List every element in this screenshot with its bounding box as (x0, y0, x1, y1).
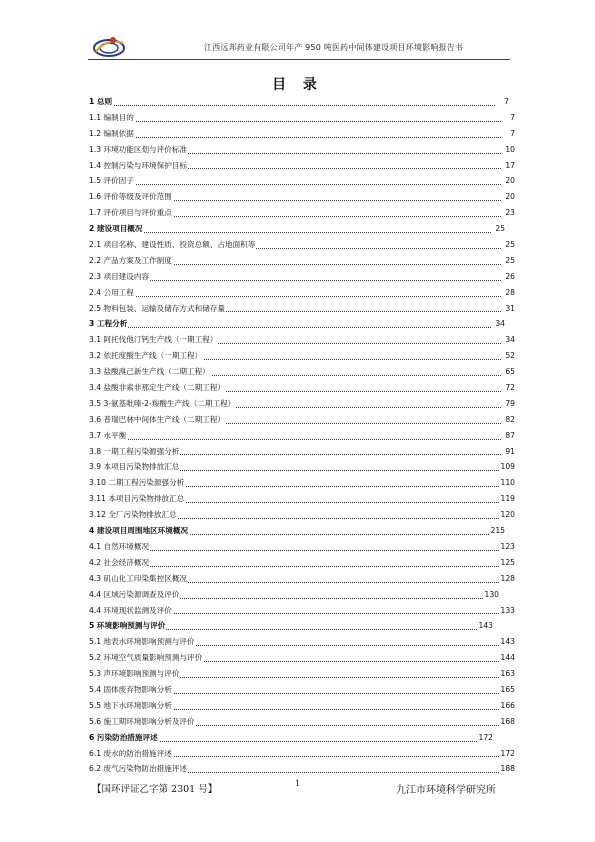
toc-entry[interactable] (89, 666, 515, 682)
company-logo-icon (92, 34, 126, 60)
toc-entry-label: 3.10 二期工程污染源强分析 (89, 475, 185, 491)
toc-entry[interactable] (89, 444, 515, 460)
toc-entry[interactable] (89, 126, 515, 142)
toc-entry[interactable] (89, 587, 515, 603)
toc-entry-label: 3.9 本项目污染物排放汇总 (89, 459, 180, 475)
toc-entry-label: 3.6 普瑞巴林中间体生产线（二期工程） (89, 412, 226, 428)
toc-entry-label: 1.2 编制依据 (89, 126, 135, 142)
toc-entry-label: 4.1 自然环境概况 (89, 539, 150, 555)
toc-entry-label: 5.4 固体废弃物影响分析 (89, 682, 173, 698)
toc-entry-label: 3.3 盐酸溴己新生产线（二期工程） (89, 364, 211, 380)
toc-entry[interactable] (89, 221, 515, 237)
toc-entry-label: 1.7 评价项目与评价重点 (89, 205, 173, 221)
toc-entry-page: 10 (504, 142, 515, 158)
toc-entry-page: 165 (500, 682, 516, 698)
toc-leader-dots (89, 439, 501, 440)
toc-entry-label: 5.5 地下水环境影响分析 (89, 698, 173, 714)
toc-entry-label: 2.1 项目名称、建设性质、投资总额、占地面积等 (89, 237, 256, 253)
toc-leader-dots (89, 105, 495, 106)
toc-entry-label: 4.4 区域污染源调查及评价 (89, 587, 180, 603)
toc-entry-label: 1.1 编制目的 (89, 110, 135, 126)
toc-leader-dots (89, 137, 501, 138)
toc-entry-label: 2.2 产品方案及工作制度 (89, 253, 173, 269)
toc-entry-label: 6.1 废水的防治措施评述 (89, 746, 173, 762)
toc-entry-page: 172 (478, 730, 494, 746)
toc-entry-page: 130 (484, 587, 500, 603)
toc-entry[interactable] (89, 380, 515, 396)
toc-entry[interactable] (89, 746, 515, 762)
toc-entry[interactable] (89, 189, 515, 205)
toc-leader-dots (89, 184, 501, 185)
toc-entry[interactable] (89, 603, 515, 619)
toc-entry-label: 1.3 环境功能区划与评价标准 (89, 142, 188, 158)
toc-entry-page: 133 (500, 603, 516, 619)
footer-certificate: 【国环评证乙字第 2301 号】 (92, 784, 218, 795)
toc-entry[interactable] (89, 142, 515, 158)
toc-entry[interactable] (89, 205, 515, 221)
toc-entry-page: 91 (504, 444, 515, 460)
toc-entry-page: 34 (494, 316, 505, 332)
toc-entry-label: 1.5 评价因子 (89, 173, 135, 189)
toc-entry[interactable] (89, 761, 515, 777)
toc-entry-page: 26 (504, 269, 515, 285)
toc-entry-label: 3.4 盐酸非索非那定生产线（二期工程） (89, 380, 226, 396)
toc-entry-label: 3 工程分析 (89, 316, 128, 332)
toc-entry[interactable] (89, 682, 515, 698)
toc-entry[interactable] (89, 253, 515, 269)
toc-entry-label: 3.5 3-氨基吡嗪-2-羧酸生产线（二期工程） (89, 396, 236, 412)
toc-entry-page: 87 (504, 428, 515, 444)
toc-entry-label: 4.3 矶山化工印染集控区概况 (89, 571, 188, 587)
toc-entry-page: 188 (500, 761, 516, 777)
toc-entry-label: 6.2 废气污染物防治措施评述 (89, 761, 188, 777)
toc-entry-page: 82 (504, 412, 515, 428)
toc-entry[interactable] (89, 364, 515, 380)
toc-leader-dots (89, 232, 491, 233)
header-title: 江西远邦药业有限公司年产 950 吨医药中间体建设项目环境影响报告书 (204, 43, 464, 52)
toc-entry-page: 65 (504, 364, 515, 380)
toc-entry[interactable] (89, 332, 515, 348)
toc-entry-page: 28 (504, 285, 515, 301)
toc-entry-page: 52 (504, 348, 515, 364)
toc-entry-label: 3.12 全厂污染物排放汇总 (89, 507, 178, 523)
toc-entry-label: 1.6 评价等级及评价范围 (89, 189, 173, 205)
toc-entry-page: 215 (490, 523, 506, 539)
table-of-contents (89, 94, 515, 777)
toc-leader-dots (89, 296, 501, 297)
toc-entry-label: 2.4 公用工程 (89, 285, 135, 301)
toc-entry-label: 4.4 环境现状监测及评价 (89, 603, 173, 619)
toc-entry-page: 25 (504, 237, 515, 253)
toc-entry-label: 5.6 施工期环境影响分析及评价 (89, 714, 196, 730)
header-divider (88, 59, 510, 60)
toc-entry-label: 3.11 本项目污染物排放汇总 (89, 491, 185, 507)
toc-entry-label: 2 建设项目概况 (89, 221, 144, 237)
toc-leader-dots (89, 566, 501, 567)
toc-entry-page: 109 (500, 459, 516, 475)
toc-entry-label: 4.2 社会经济概况 (89, 555, 150, 571)
toc-title: 目 录 (272, 77, 323, 93)
toc-entry-page: 143 (478, 618, 494, 634)
toc-entry-page: 128 (500, 571, 516, 587)
toc-entry-label: 5.2 环境空气质量影响预测与评价 (89, 650, 203, 666)
toc-entry-page: 23 (504, 205, 515, 221)
toc-leader-dots (89, 550, 501, 551)
toc-entry-page: 119 (500, 491, 516, 507)
toc-entry[interactable] (89, 285, 515, 301)
toc-entry-label: 3.2 依托度酸生产线（一期工程） (89, 348, 203, 364)
toc-entry-label: 5 环境影响预测与评价 (89, 618, 166, 634)
toc-entry[interactable] (89, 571, 515, 587)
toc-entry-page: 7 (509, 110, 515, 126)
toc-entry[interactable] (89, 301, 515, 317)
toc-entry-page: 166 (500, 698, 516, 714)
toc-entry-label: 3.7 水平衡 (89, 428, 127, 444)
toc-entry-page: 79 (504, 396, 515, 412)
toc-entry-label: 4 建设项目周围地区环境概况 (89, 523, 189, 539)
toc-entry-label: 2.5 物料包装、运输及储存方式和储存量 (89, 301, 226, 317)
toc-entry[interactable] (89, 507, 515, 523)
toc-entry-page: 20 (504, 189, 515, 205)
toc-entry-label: 6 污染防治措施评述 (89, 730, 159, 746)
footer-institute: 九江市环境科学研究所 (396, 785, 496, 796)
toc-entry[interactable] (89, 475, 515, 491)
toc-entry-label: 1 总则 (89, 94, 113, 110)
toc-entry-page: 143 (500, 634, 516, 650)
toc-entry[interactable] (89, 396, 515, 412)
toc-entry-label: 1.4 控制污染与环境保护目标 (89, 158, 188, 174)
toc-entry[interactable] (89, 269, 515, 285)
toc-entry-page: 110 (500, 475, 516, 491)
toc-entry-page: 31 (504, 301, 515, 317)
toc-entry[interactable] (89, 618, 515, 634)
footer-page-number: 1 (295, 779, 301, 788)
toc-leader-dots (89, 280, 501, 281)
toc-entry-page: 172 (500, 746, 516, 762)
toc-entry-page: 168 (500, 714, 516, 730)
toc-entry-page: 7 (509, 126, 515, 142)
toc-entry[interactable] (89, 459, 515, 475)
toc-entry[interactable] (89, 237, 515, 253)
toc-entry-page: 25 (494, 221, 505, 237)
toc-entry-label: 2.3 项目建设内容 (89, 269, 150, 285)
toc-entry[interactable] (89, 110, 515, 126)
toc-entry[interactable] (89, 634, 515, 650)
toc-entry-label: 3.1 阿托伐他汀钙生产线（一期工程） (89, 332, 218, 348)
toc-entry-page: 125 (500, 555, 516, 571)
toc-entry[interactable] (89, 555, 515, 571)
toc-entry[interactable] (89, 94, 515, 110)
toc-entry[interactable] (89, 539, 515, 555)
toc-entry[interactable] (89, 714, 515, 730)
toc-entry-page: 120 (500, 507, 516, 523)
toc-entry-page: 34 (504, 332, 515, 348)
toc-entry-page: 17 (504, 158, 515, 174)
toc-entry[interactable] (89, 348, 515, 364)
toc-entry[interactable] (89, 428, 515, 444)
toc-entry[interactable] (89, 650, 515, 666)
toc-entry-page: 25 (504, 253, 515, 269)
toc-leader-dots (89, 121, 501, 122)
toc-entry[interactable] (89, 316, 515, 332)
toc-entry[interactable] (89, 523, 515, 539)
toc-entry-label: 5.3 声环境影响预测与评价 (89, 666, 180, 682)
toc-entry-page: 7 (503, 94, 509, 110)
toc-entry-label: 5.1 地表水环境影响预测与评价 (89, 634, 196, 650)
toc-entry-page: 20 (504, 173, 515, 189)
toc-leader-dots (89, 327, 491, 328)
toc-entry-page: 123 (500, 539, 516, 555)
toc-entry[interactable] (89, 412, 515, 428)
toc-entry-label: 3.8 一期工程污染源强分析 (89, 444, 180, 460)
toc-entry[interactable] (89, 730, 515, 746)
toc-entry[interactable] (89, 173, 515, 189)
toc-entry-page: 163 (500, 666, 516, 682)
toc-entry[interactable] (89, 698, 515, 714)
toc-entry[interactable] (89, 491, 515, 507)
toc-entry-page: 144 (500, 650, 516, 666)
toc-entry-page: 72 (504, 380, 515, 396)
toc-entry[interactable] (89, 158, 515, 174)
